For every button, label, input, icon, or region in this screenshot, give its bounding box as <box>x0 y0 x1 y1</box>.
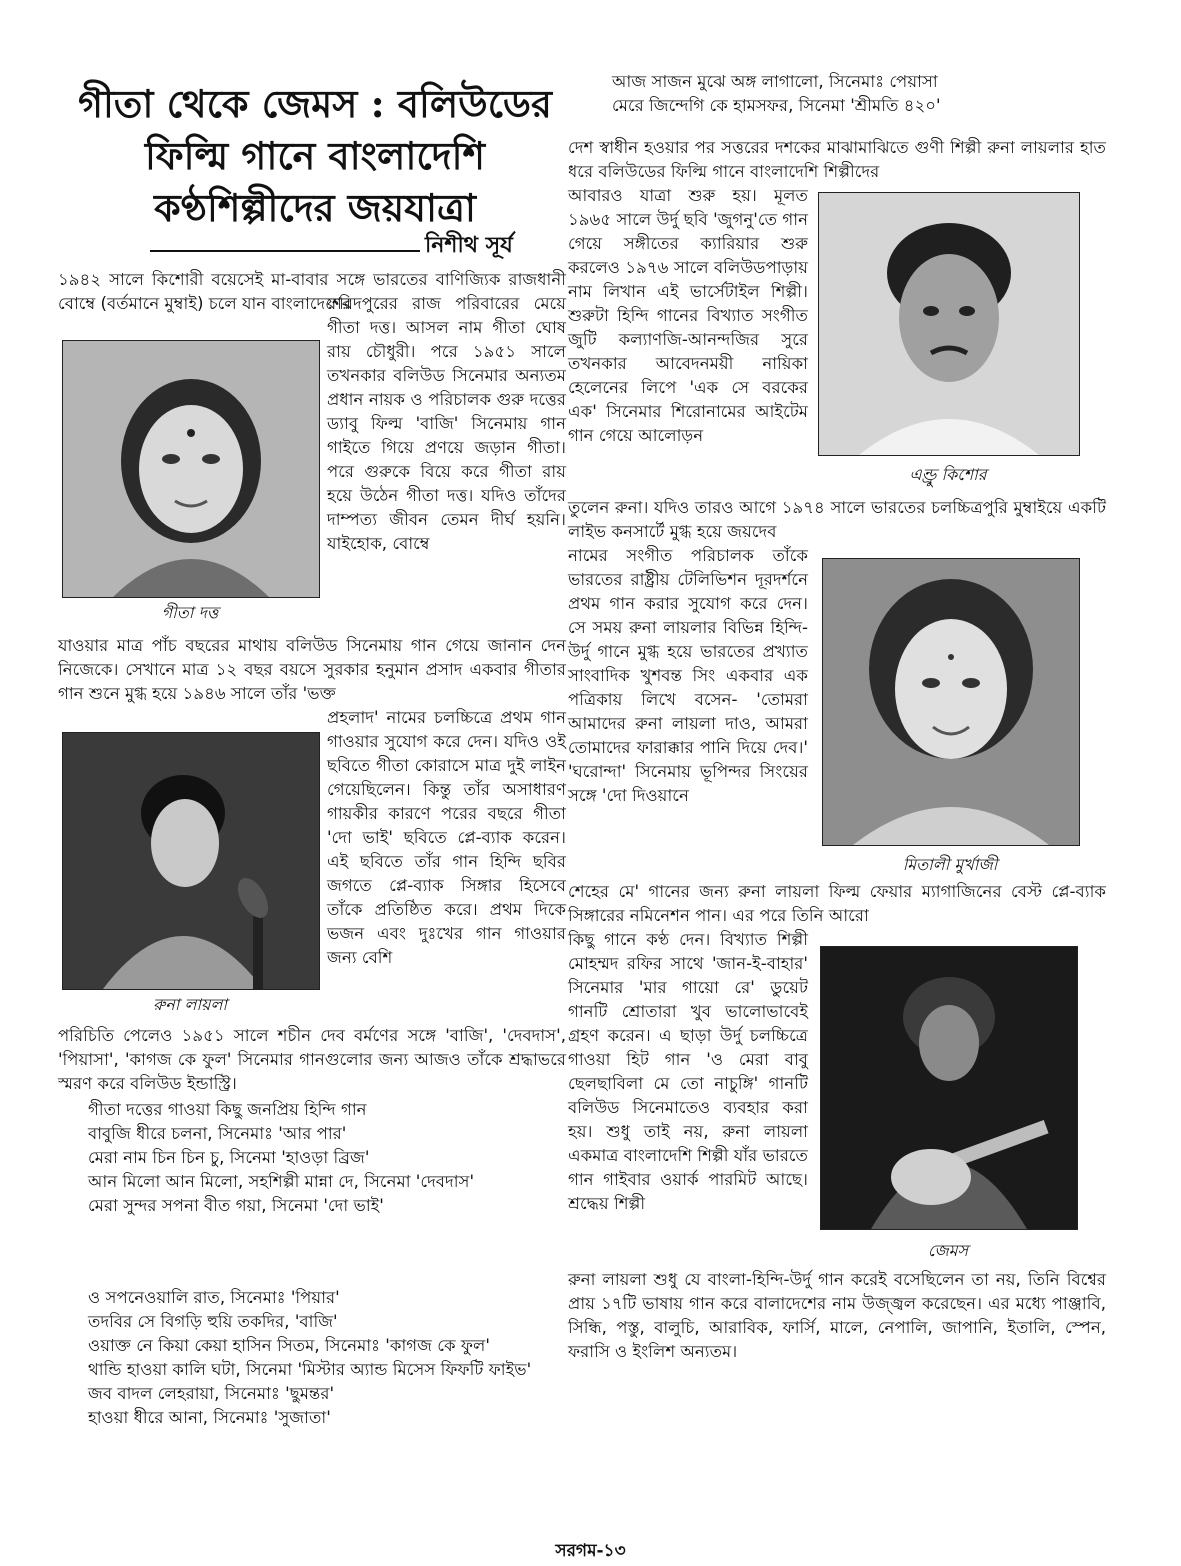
caption-geeta: গীতা দত্ত <box>161 603 219 622</box>
caption-mitali: মিতালী মুর্খাজী <box>902 855 998 874</box>
left-paragraph-1: ১৯৪২ সালে কিশোরী বয়েসেই মা-বাবার সঙ্গে ভারতের বাণিজ্যিক রাজধানী বোম্বে (বর্তমানে মুম্বাই) চলে যান বাংলাদেশের <box>58 270 566 313</box>
article-title <box>45 78 585 234</box>
right-paragraph-3-wrap: কিছু গানে কণ্ঠ দেন। বিখ্যাত শিল্পী মোহম্মদ রফির সাথে 'জান-ই-বাহার' সিনেমার 'মার গায়ো রে' ডুয়েট গানটি শ্রোতারা খুব ভালোভাবেই গ্রহণ করেন। এ ছাড়া উর্দু চলচ্চিত্রে গাওয়া হিট গান 'ও মেরা বাবু ছেলছাবিলা মে তো নাচুঙ্গি' গানটি বলিউড সিনেমাতেও ব্যবহার করা হয়। শুধু তাই নয়, রুনা লায়লা একমাত্র বাংলাদেশি শিল্পী যাঁর ভারতে গান গাইবার ওয়ার্ক পারমিট আছে। শ্রদ্ধেয় শিল্পী <box>568 930 808 1213</box>
songs-list-top <box>612 70 1132 118</box>
right-paragraph-2-wrap: নামের সংগীত পরিচালক তাঁকে ভারতের রাষ্ট্রীয় টেলিভিশন দূরদর্শনে প্রথম গান করার সুযোগ করে দেন। সে সময় রুনা লায়লার বিভিন্ন হিন্দি-উর্দু গানে মুগ্ধ হয়ে ভারতের প্রখ্যাত সাংবাদিক খুশবন্ত সিং একবার এক পত্রিকায় লিখে বসেন- 'তোমরা আমাদের রুনা লায়লা দাও, আমরা তোমাদের ফারাক্কার পানি দিয়ে দেব।' 'ঘরোন্দা' সিনেমায় ভূপিন্দর সিংয়ের সঙ্গে 'দো দিওয়ানে <box>568 546 808 805</box>
list-item: মেরা সুন্দর সপনা বীত গয়া, সিনেমা 'দো ভাই' <box>88 1196 384 1215</box>
caption-james: জেমস <box>927 1241 969 1260</box>
portrait-guitarist-icon <box>821 947 1077 1229</box>
title-line-1: গীতা থেকে জেমস : বলিউডের <box>78 81 552 126</box>
caption-andrew: এণ্ড্রু কিশোর <box>909 465 987 484</box>
caption-runa: রুনা লায়লা <box>152 995 228 1014</box>
list-item: মেরা নাম চিন চিন চু, সিনেমা 'হাওড়া ব্রিজ' <box>88 1148 370 1167</box>
right-paragraph-3: শেহের মে' গানের জন্য রুনা লায়লা ফিল্ম ফেয়ার ম্যাগাজিনের বেস্ট প্লে-ব্যাক সিঙ্গারের নমিনেশন পান। এর পরে তিনি আরো <box>568 882 1106 925</box>
page-number: সরগম-১৩ <box>555 1541 626 1561</box>
songs-list-1 <box>88 1098 578 1218</box>
photo-andrew-kishore <box>818 192 1080 456</box>
left-paragraph-2-wrap: প্রহলাদ' নামের চলচ্চিত্রে প্রথম গান গাওয়ার সুযোগ করে দেন। যদিও ওই ছবিতে গীতা কোরাসে মাত্র দুই লাইন গেয়েছিলেন। কিন্তু তাঁর অসাধারণ গায়কীর কারণে পরের বছরে গীতা 'দো ভাই' ছবিতে প্লে-ব্যাক করেন। এই ছবিতে তাঁর গান হিন্দি ছবির জগতে প্লে-ব্যাক সিঙ্গার হিসেবে তাঁকে প্রতিষ্ঠিত করে। প্রথম দিকে ভজন এবং দুঃখের গান গাওয়ার জন্য বেশি <box>327 708 566 967</box>
list-item: মেরে জিন্দেগি কে হামসফর, সিনেমা 'শ্রীমতি ৪২০' <box>612 96 941 115</box>
list-item: জব বাদল লেহরায়া, সিনেমাঃ 'ছুমন্তর' <box>88 1384 335 1403</box>
list-item: ওয়াক্ত নে কিয়া কেয়া হাসিন সিতম, সিনেমাঃ 'কাগজ কে ফুল' <box>88 1336 490 1355</box>
right-paragraph-4: রুনা লায়লা শুধু যে বাংলা-হিন্দি-উর্দু গান করেই বসেছিলেন তা নয়, তিনি বিশ্বের প্রায় ১৭টি ভাষায় গান করে বালাদেশের নাম উজ্জ্বল করেছেন। এর মধ্যে পাঞ্জাবি, সিন্ধি, পস্তু, বালুচি, আরাবিক, ফার্সি, মালে, নেপালি, জাপানি, ইতালি, স্পেন, ফরাসি ও ইংলিশ অন্যতম। <box>568 1270 1106 1361</box>
right-paragraph-2: তুলেন রুনা। যদিও তারও আগে ১৯৭৪ সালে ভারতের চলচ্চিত্রপুরি মুম্বাইয়ে একটি লাইভ কনসার্টে মুগ্ধ হয়ে জয়দেব <box>568 498 1106 541</box>
portrait-woman-icon <box>823 559 1079 845</box>
right-paragraph-1-wrap: আবারও যাত্রা শুরু হয়। মূলত ১৯৬৫ সালে উর্দু ছবি 'জুগনু'তে গান গেয়ে সঙ্গীতের ক্যারিয়ার শুরু করলেও ১৯৭৬ সালে বলিউডপাড়ায় নাম লিখান এই ভার্সেটাইল শিল্পী। শুরুটা হিন্দি গানের বিখ্যাত সংগীত জুটি কল্যাণজি-আনন্দজির সুরে তখনকার আবেদনময়ী নায়িকা হেলেনের লিপে 'এক সে বরকের এক' সিনেমার শিরোনামের আইটেম গান গেয়ে আলোড়ন <box>568 186 808 445</box>
left-paragraph-3: পরিচিতি পেলেও ১৯৫১ সালে শচীন দেব বর্মণের সঙ্গে 'বাজি', 'দেবদাস', 'পিয়াসা', 'কাগজ কে ফুল' সিনেমার গানগুলোর জন্য আজও তাঁকে শ্রদ্ধাভরে স্মরণ করে বলিউড ইন্ডাস্ট্রি। <box>58 1026 566 1093</box>
portrait-singer-icon <box>63 733 319 989</box>
list-item: আন মিলো আন মিলো, সহশিল্পী মান্না দে, সিনেমা 'দেবদাস' <box>88 1172 475 1191</box>
list-item: থান্ডি হাওয়া কালি ঘটা, সিনেমা 'মিস্টার অ্যান্ড মিসেস ফিফটি ফাইভ' <box>88 1360 532 1379</box>
photo-james <box>820 946 1078 1230</box>
list-item: আজ সাজন মুঝে অঙ্গ লাগালো, সিনেমাঃ পেয়াসা <box>612 72 938 91</box>
portrait-man-icon <box>819 193 1079 455</box>
title-line-3: কণ্ঠশিল্পীদের জয়যাত্রা <box>154 185 476 230</box>
left-paragraph-2: যাওয়ার মাত্র পাঁচ বছরের মাথায় বলিউড সিনেমায় গান গেয়ে জানান দেন নিজেকে। সেখানে মাত্র ১২ বছর বয়সে সুরকার হনুমান প্রসাদ একবার গীতার গান শুনে মুগ্ধ হয়ে ১৯৪৬ সালে তাঁর 'ভক্ত <box>58 636 566 703</box>
right-paragraph-1: দেশ স্বাধীন হওয়ার পর সত্তরের দশকের মাঝামাঝিতে গুণী শিল্পী রুনা লায়লার হাত ধরে বলিউডের ফিল্মি গানে বাংলাদেশি শিল্পীদের <box>568 138 1106 181</box>
byline-rule <box>150 250 420 252</box>
photo-runa-laila <box>62 732 320 990</box>
photo-geeta-dutt <box>62 340 320 598</box>
author-byline: নিশীথ সূর্য <box>425 233 513 258</box>
photo-mitali-mukherjee <box>822 558 1080 846</box>
portrait-woman-icon <box>63 341 319 597</box>
left-paragraph-1-wrap: ফরিদপুরের রাজ পরিবারের মেয়ে গীতা দত্ত। আসল নাম গীতা ঘোষ রায় চৌধুরী। পরে ১৯৫১ সালে তখনকার বলিউড সিনেমার অন্যতম প্রধান নায়ক ও পরিচালক গুরু দত্তের ড্যাবু ফিল্ম 'বাজি' সিনেমায় গান গাইতে গিয়ে প্রণয়ে জড়ান গীতা। পরে গুরুকে বিয়ে করে গীতা রায় হয়ে উঠেন গীতা দত্ত। যদিও তাঁদের দাম্পত্য জীবন তেমন দীর্ঘ হয়নি। যাইহোক, বোম্বে <box>327 294 566 553</box>
list-item: তদবির সে বিগড়ি হুয়ি তকদির, 'বাজি' <box>88 1312 338 1331</box>
songs-list-2 <box>88 1286 578 1430</box>
list-item: হাওয়া ধীরে আনা, সিনেমাঃ 'সুজাতা' <box>88 1408 331 1427</box>
songs-heading: গীতা দত্তের গাওয়া কিছু জনপ্রিয় হিন্দি গান <box>88 1100 367 1119</box>
list-item: ও সপনেওয়ালি রাত, সিনেমাঃ 'পিয়ার' <box>88 1288 340 1307</box>
list-item: বাবুজি ধীরে চলনা, সিনেমাঃ 'আর পার' <box>88 1124 347 1143</box>
title-line-2: ফিল্মি গানে বাংলাদেশি <box>145 133 485 178</box>
